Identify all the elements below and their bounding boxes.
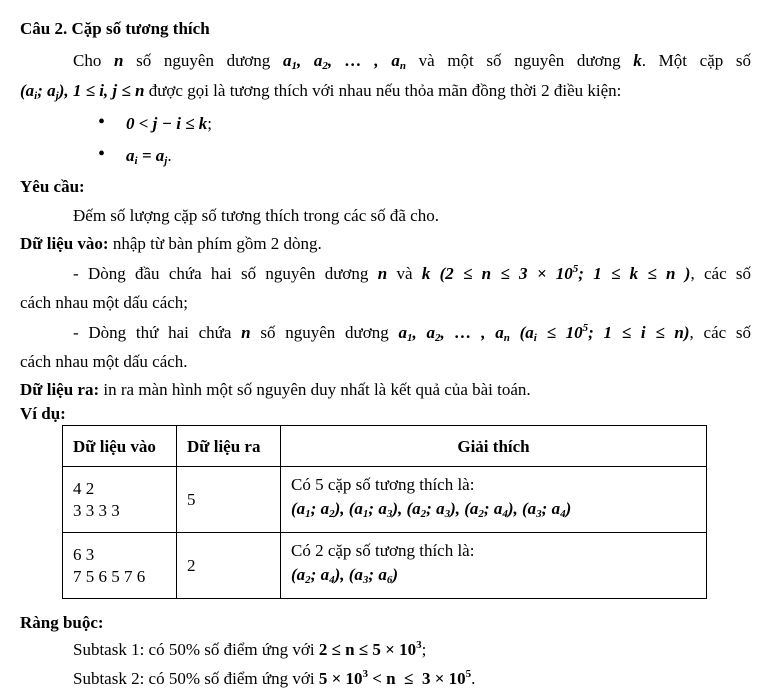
table-row	[63, 533, 707, 599]
example-explanation: Có 2 cặp số tương thích là: ($a_2$; $a_4$), ($a_3$; $a_6$)	[281, 533, 707, 599]
example-explanation: Có 5 cặp số tương thích là: ($a_1$; $a_2$), ($a_1$; $a_3$), ($a_2$; $a_3$), ($a_2$; $a_4$), ($a_3$; $a_4$)	[281, 467, 707, 533]
problem-title: Câu 2. Cặp số tương thích	[20, 19, 210, 38]
input-line-2: - Dòng thứ hai chứa n số nguyên dương $a_1$, $a_2$, … , $a_n$ ($a_i \le 10^5$; 1 ≤ i ≤ n), các số	[73, 322, 752, 344]
requirement-text: Đếm số lượng cặp số tương thích trong các số đã cho.	[73, 206, 439, 225]
input-section: Dữ liệu vào: nhập từ bàn phím gồm 2 dòng.	[20, 234, 322, 253]
condition-1: • 0 < j − i ≤ k;	[100, 113, 212, 134]
subtask-2: Subtask 2: có 50% số điểm ứng với $5 \times 10^3 < n \le 3 \times 10^5$.	[73, 668, 476, 688]
example-output: 2	[177, 533, 281, 599]
header-input: Dữ liệu vào	[63, 426, 177, 467]
header-output: Dữ liệu ra	[177, 426, 281, 467]
example-input: 6 3 7 5 6 5 7 6	[63, 533, 177, 599]
example-input: 4 2 3 3 3 3	[63, 467, 177, 533]
input-line-1-cont: cách nhau một dấu cách;	[20, 293, 189, 312]
constraints-label: Ràng buộc:	[20, 613, 104, 632]
condition-2: • $a_i = a_j$.	[100, 145, 172, 169]
intro-line-2: ($a_i$; $a_j$), 1 ≤ i, j ≤ n được gọi là tương thích với nhau nếu thỏa mãn đồng thời 2 điều kiện:	[20, 81, 622, 102]
table-header-row	[63, 426, 707, 467]
input-line-2-cont: cách nhau một dấu cách.	[20, 352, 188, 371]
intro-line-1: Cho n số nguyên dương $a_1$, $a_2$, … , $a_n$ và một số nguyên dương k. Một cặp số	[73, 51, 752, 72]
example-output: 5	[177, 467, 281, 533]
subtask-1: Subtask 1: có 50% số điểm ứng với $2 \le n \le 5 \times 10^3$;	[73, 639, 427, 659]
example-table	[62, 425, 707, 599]
table-row	[63, 467, 707, 533]
requirement-label: Yêu cầu:	[20, 177, 85, 196]
header-explanation: Giải thích	[281, 426, 707, 467]
example-label: Ví dụ:	[20, 404, 66, 423]
input-line-1: - Dòng đầu chứa hai số nguyên dương n và k ($2 \le n \le 3 \times 10^5$; 1 ≤ k ≤ n ), các số	[73, 263, 752, 283]
output-section: Dữ liệu ra: in ra màn hình một số nguyên duy nhất là kết quả của bài toán.	[20, 380, 531, 399]
